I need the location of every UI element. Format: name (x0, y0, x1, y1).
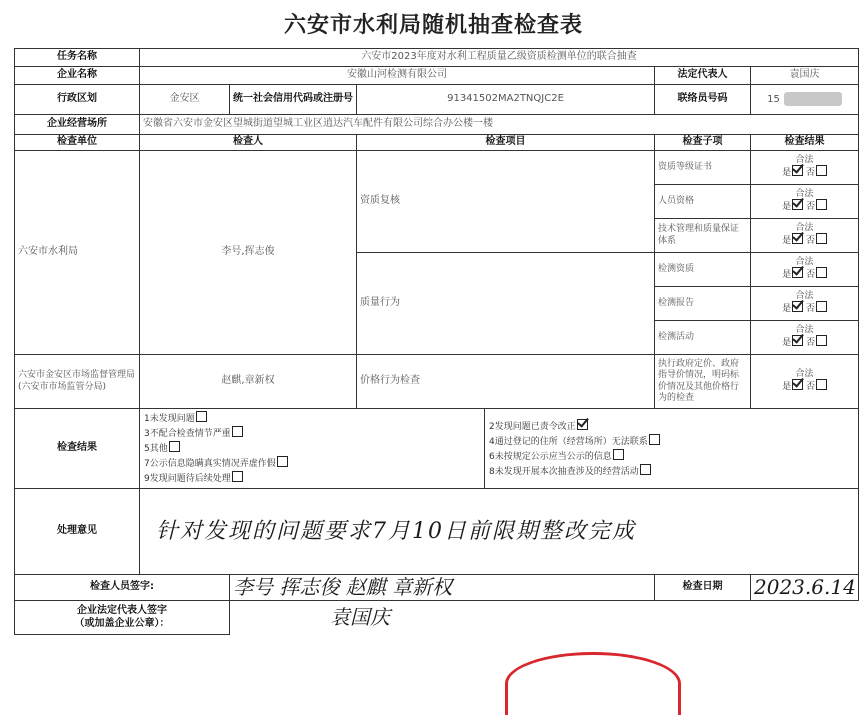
inspect-item-header: 检查项目 (357, 135, 655, 151)
yes-checkbox[interactable] (792, 267, 803, 278)
yes-checkbox[interactable] (792, 165, 803, 176)
task-name-value: 六安市2023年度对水利工程质量乙级资质检测单位的联合抽查 (140, 49, 859, 67)
result-checkbox[interactable] (577, 419, 588, 430)
inspect-sub-header: 检查子项 (655, 135, 751, 151)
row-headers (15, 135, 859, 151)
result-option (489, 419, 854, 434)
result-option-text: 5其他 (144, 444, 168, 454)
result-cell (751, 287, 859, 321)
yes-checkbox[interactable] (792, 379, 803, 390)
check-row (15, 151, 859, 185)
result-checkbox[interactable] (640, 464, 651, 475)
result-checkbox[interactable] (169, 441, 180, 452)
redacted-blur (784, 92, 842, 106)
row-legal-sign (15, 601, 859, 635)
row-signature (15, 575, 859, 601)
result-checkbox[interactable] (232, 426, 243, 437)
yes-label: 是 (782, 338, 792, 349)
address-value: 安徽省六安市金安区望城街道望城工业区逍达汽车配件有限公司综合办公楼一楼 (140, 115, 859, 135)
hege-note: 合法 (795, 223, 814, 234)
check-row (15, 355, 859, 409)
result-option (489, 464, 854, 479)
inspect-unit-header: 检查单位 (15, 135, 140, 151)
contact-phone-cell (751, 85, 859, 115)
opinion-cell (140, 489, 859, 575)
legal-rep-label: 法定代表人 (655, 67, 751, 85)
inspect-date-cell (751, 575, 859, 601)
inspect-unit-2: 六安市金安区市场监督管理局(六安市市场监管分局) (15, 355, 140, 409)
district-label: 行政区划 (15, 85, 140, 115)
result-option-text: 3不配合检查情节严重 (144, 429, 231, 439)
inspector-sign-cell (230, 575, 655, 601)
inspectors-1: 李号,挥志俊 (140, 151, 357, 355)
result-option-text: 6未按规定公示应当公示的信息 (489, 451, 612, 462)
hege-note: 合法 (795, 155, 814, 166)
row-results (15, 409, 859, 489)
company-name-label: 企业名称 (15, 67, 140, 85)
row-task (15, 49, 859, 67)
opinion-label: 处理意见 (15, 489, 140, 575)
result-checkbox[interactable] (277, 456, 288, 467)
row-opinion (15, 489, 859, 575)
contact-phone-value: 15 (767, 94, 780, 106)
no-checkbox[interactable] (816, 233, 827, 244)
results-left (140, 409, 485, 489)
result-option-text: 1未发现问题 (144, 414, 195, 424)
contact-phone-label: 联络员号码 (655, 85, 751, 115)
legal-sign-cell (230, 601, 859, 635)
inspect-item-2: 质量行为 (357, 253, 655, 355)
inspect-date-handwriting: 2023.6.14 (754, 575, 856, 599)
inspect-sub: 检测报告 (655, 287, 751, 321)
result-label: 检查结果 (15, 409, 140, 489)
inspect-item-1: 资质复核 (357, 151, 655, 253)
inspect-result-header: 检查结果 (751, 135, 859, 151)
yes-label: 是 (782, 236, 792, 247)
yes-label: 是 (782, 304, 792, 315)
task-name-label: 任务名称 (15, 49, 140, 67)
yes-checkbox[interactable] (792, 301, 803, 312)
hege-note: 合法 (795, 291, 814, 302)
no-checkbox[interactable] (816, 267, 827, 278)
inspect-sub: 技术管理和质量保证体系 (655, 219, 751, 253)
result-option (489, 449, 854, 464)
result-checkbox[interactable] (232, 471, 243, 482)
result-cell (751, 253, 859, 287)
credit-code-label: 统一社会信用代码或注册号 (230, 85, 357, 115)
row-address (15, 115, 859, 135)
no-label: 否 (805, 202, 815, 213)
result-checkbox[interactable] (613, 449, 624, 460)
result-option-text: 4通过登记的住所（经营场所）无法联系 (489, 436, 648, 447)
result-cell (751, 321, 859, 355)
company-name-value: 安徽山河检测有限公司 (140, 67, 655, 85)
no-checkbox[interactable] (816, 165, 827, 176)
hege-note: 合法 (795, 325, 814, 336)
yes-checkbox[interactable] (792, 199, 803, 210)
no-checkbox[interactable] (816, 199, 827, 210)
inspect-sub: 资质等级证书 (655, 151, 751, 185)
result-option (489, 434, 854, 449)
hege-note: 合法 (795, 189, 814, 200)
no-label: 否 (805, 304, 815, 315)
yes-label: 是 (782, 168, 792, 179)
inspect-sub: 执行政府定价、政府指导价情况，明码标价情况及其他价格行为的检查 (655, 355, 751, 409)
result-cell (751, 355, 859, 409)
legal-sign-label-line1: 企业法定代表人签字 (77, 605, 167, 616)
inspector-sign-label: 检查人员签字: (15, 575, 230, 601)
result-option (144, 471, 480, 486)
inspectors-2: 赵麒,章新权 (140, 355, 357, 409)
legal-sign-handwriting: 袁国庆 (330, 605, 390, 630)
result-checkbox[interactable] (196, 411, 207, 422)
result-option-text: 9发现问题待后续处理 (144, 474, 231, 484)
no-checkbox[interactable] (816, 301, 827, 312)
legal-sign-label (15, 601, 230, 635)
result-cell (751, 151, 859, 185)
result-cell (751, 185, 859, 219)
result-option-text: 2发现问题已责令改正 (489, 421, 576, 432)
result-option-text: 8未发现开展本次抽查涉及的经营活动 (489, 466, 639, 477)
results-right (485, 409, 859, 489)
no-label: 否 (805, 236, 815, 247)
row-district (15, 85, 859, 115)
yes-checkbox[interactable] (792, 335, 803, 346)
result-option-text: 7公示信息隐瞒真实情况弄虚作假 (144, 459, 276, 469)
credit-code-value: 91341502MA2TNQJC2E (357, 85, 655, 115)
yes-checkbox[interactable] (792, 233, 803, 244)
inspect-date-label: 检查日期 (655, 575, 751, 601)
hege-note: 合法 (795, 369, 814, 380)
no-checkbox[interactable] (816, 335, 827, 346)
result-option (144, 456, 480, 471)
no-checkbox[interactable] (816, 379, 827, 390)
yes-label: 是 (782, 270, 792, 281)
inspection-table (14, 48, 859, 635)
inspect-item-3: 价格行为检查 (357, 355, 655, 409)
page-title: 六安市水利局随机抽查检查表 (283, 13, 583, 38)
legal-rep-value: 袁国庆 (751, 67, 859, 85)
result-option (144, 441, 480, 456)
no-label: 否 (805, 338, 815, 349)
inspector-sign-handwriting: 李号 挥志俊 赵麒 章新权 (233, 575, 453, 599)
result-option (144, 426, 480, 441)
company-seal (505, 652, 681, 715)
no-label: 否 (805, 382, 815, 393)
address-label: 企业经营场所 (15, 115, 140, 135)
legal-sign-label-line2: （或加盖企业公章）： (74, 617, 170, 629)
inspect-sub: 检测资质 (655, 253, 751, 287)
no-label: 否 (805, 168, 815, 179)
inspect-sub: 检测活动 (655, 321, 751, 355)
yes-label: 是 (782, 202, 792, 213)
hege-note: 合法 (795, 257, 814, 268)
inspect-unit-1: 六安市水利局 (15, 151, 140, 355)
inspector-header: 检查人 (140, 135, 357, 151)
opinion-handwriting: 针对发现的问题要求7月10日前限期整改完成 (156, 518, 636, 544)
row-company (15, 67, 859, 85)
yes-label: 是 (782, 382, 792, 393)
no-label: 否 (805, 270, 815, 281)
result-option (144, 411, 480, 426)
result-checkbox[interactable] (649, 434, 660, 445)
district-value: 金安区 (140, 85, 230, 115)
result-cell (751, 219, 859, 253)
inspect-sub: 人员资格 (655, 185, 751, 219)
